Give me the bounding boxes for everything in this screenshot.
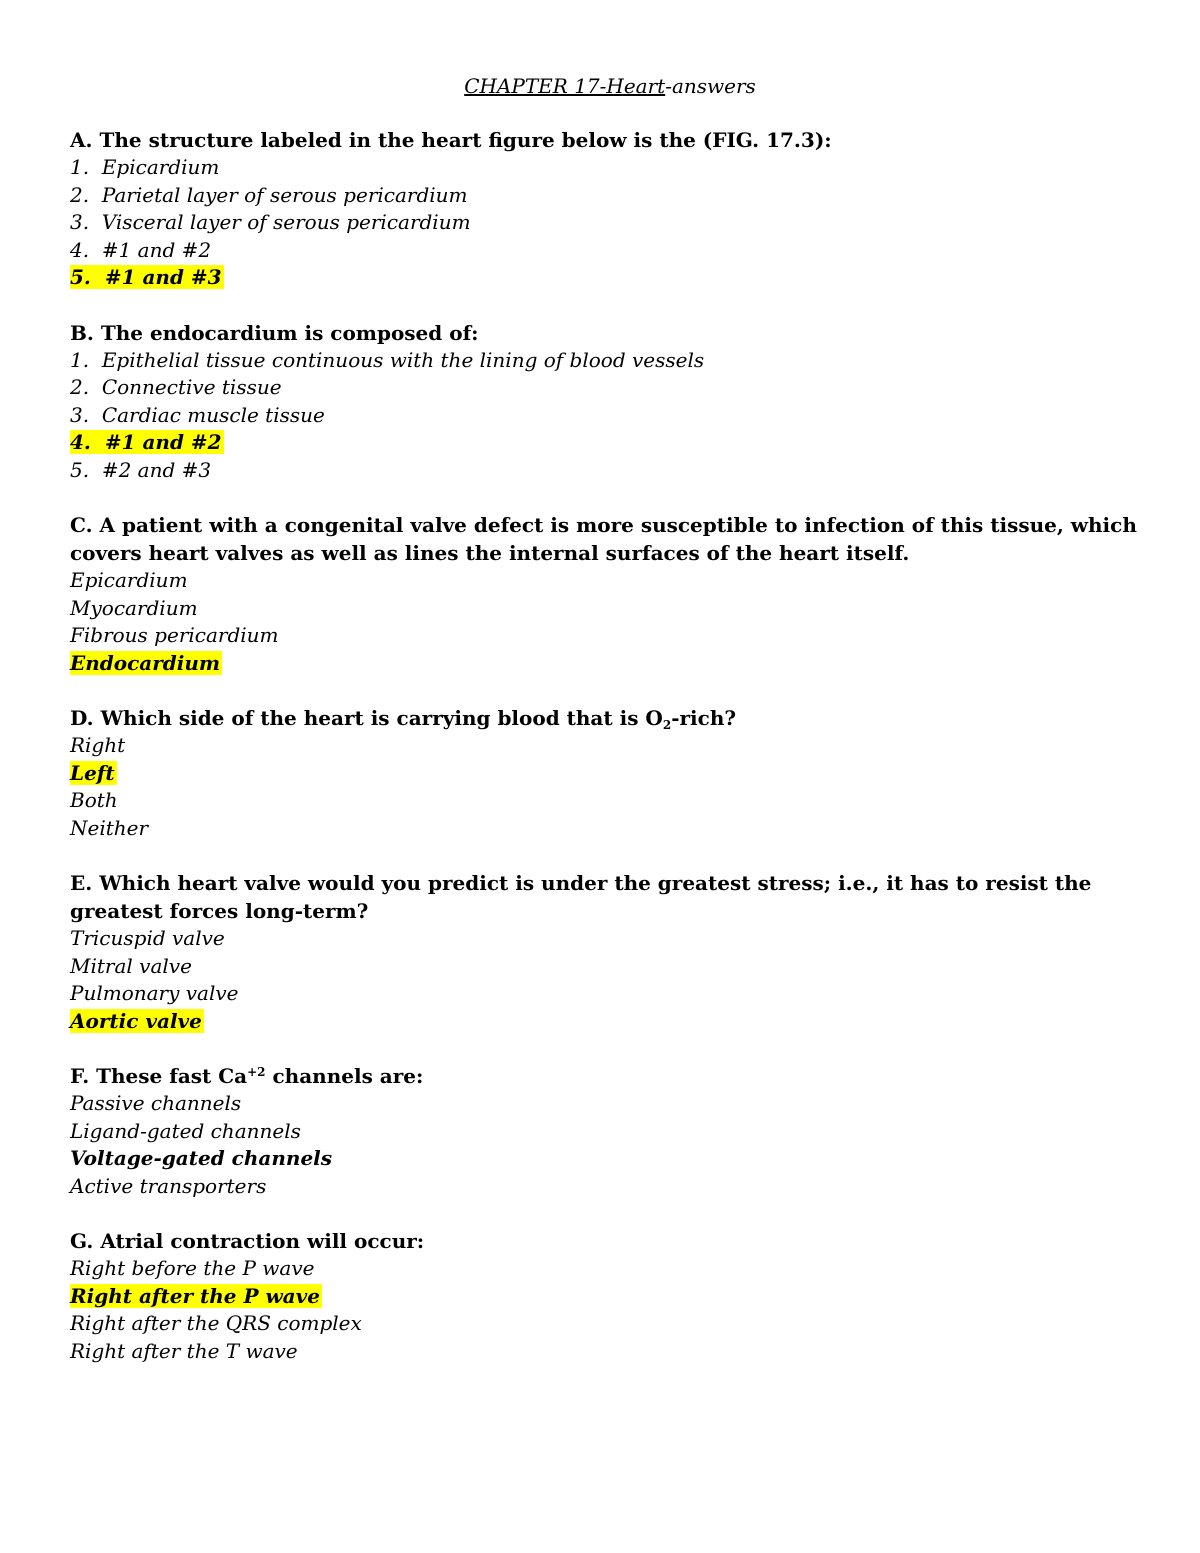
answer-option-correct [70,650,1150,678]
answer-option-correct [70,1283,1150,1311]
question-body: The structure labeled in the heart figure below is the (FIG. 17.3): [99,128,832,152]
answer-option: Fibrous pericardium [70,623,279,647]
answer-option: 3. Visceral layer of serous pericardium [70,210,471,234]
answer-option: Ligand-gated channels [70,1118,301,1143]
question-text [70,869,1150,925]
question-text: D. Which side of the heart is carrying blood that is $O_2$-rich? [70,706,737,732]
title-main: CHAPTER 17-Heart [464,74,666,98]
answer-option: Active transporters [70,1173,267,1198]
question-body: These fast Ca [96,1064,248,1088]
question-f [70,1062,1150,1200]
answer-options [70,732,1150,842]
answer-options [70,154,1150,292]
question-b [70,319,1150,485]
question-body: Which heart valve would you predict is under the greatest stress; i.e., it has to resist the greatest forces long-term? [70,871,1092,923]
question-body: Atrial contraction will occur: [100,1229,425,1253]
answer-option: 1. Epicardium [70,155,220,179]
answer-highlight: Aortic valve [70,1008,202,1033]
question-text: F. These fast $Ca^{+2}$ channels are: [70,1064,424,1088]
question-text [70,511,1150,567]
answer-highlight: Endocardium [70,650,221,675]
question-e [70,869,1150,1035]
document-page [70,72,1150,1392]
answer-highlight: 4. #1 and #2 [70,430,222,454]
question-body: The endocardium is composed of: [100,320,479,345]
answer-highlight: 5. #1 and #3 [70,265,222,289]
answer-option: Epicardium [70,568,188,592]
question-letter: E. [70,871,93,895]
question-d [70,704,1150,842]
question-a [70,126,1150,292]
superscript: +2 [247,1065,266,1079]
question-c [70,511,1150,677]
answer-options [70,347,1150,485]
answer-options [70,1255,1150,1365]
answer-options [70,1090,1150,1200]
answer-option-correct [70,264,1150,292]
question-body: A patient with a congenital valve defect is more susceptible to infection of this tissue, which covers heart valves as well as lines the internal surfaces of the heart itself. [70,513,1137,565]
document-title [70,72,1150,100]
answer-option: 5. #2 and #3 [70,457,212,482]
question-body: Which side of the heart is carrying blood that is O [100,706,663,730]
answer-option: 3. Cardiac muscle tissue [70,402,325,427]
subscript: 2 [662,718,672,732]
question-g [70,1227,1150,1365]
title-suffix: -answers [665,74,756,98]
question-letter: B. [70,320,94,345]
answer-options [70,567,1150,677]
question-letter: F. [70,1064,90,1088]
answer-option: Right after the T wave [70,1338,298,1363]
answer-option: 1. Epithelial tissue continuous with the lining of blood vessels [70,347,705,372]
question-letter: A. [70,128,93,152]
question-text [70,1227,1150,1255]
answer-option: Passive channels [70,1091,242,1115]
answer-option: 2. Connective tissue [70,375,282,399]
answer-highlight: Right after the P wave [70,1283,320,1308]
question-text [70,319,1150,347]
answer-option: Mitral valve [70,953,192,978]
question-letter: G. [70,1229,94,1253]
answer-option: Right after the QRS complex [70,1311,362,1335]
question-letter: D. [70,706,94,730]
answer-option: 4. #1 and #2 [70,237,212,262]
answer-option: Right [70,733,126,757]
answer-option-correct [70,429,1150,457]
answer-option: Myocardium [70,595,198,620]
question-letter: C. [70,513,93,537]
answer-option: 2. Parietal layer of serous pericardium [70,182,468,207]
answer-option: Pulmonary valve [70,981,239,1005]
answer-option: Right before the P wave [70,1256,315,1280]
answer-option: Both [70,788,118,812]
question-text [70,126,1150,154]
answer-options [70,925,1150,1035]
answer-highlight: Left [70,760,115,785]
answer-option: Neither [70,815,149,840]
answer-option-correct [70,760,1150,788]
answer-option-correct: Voltage-gated channels [70,1146,333,1170]
answer-option-correct [70,1008,1150,1036]
answer-option: Tricuspid valve [70,926,225,950]
